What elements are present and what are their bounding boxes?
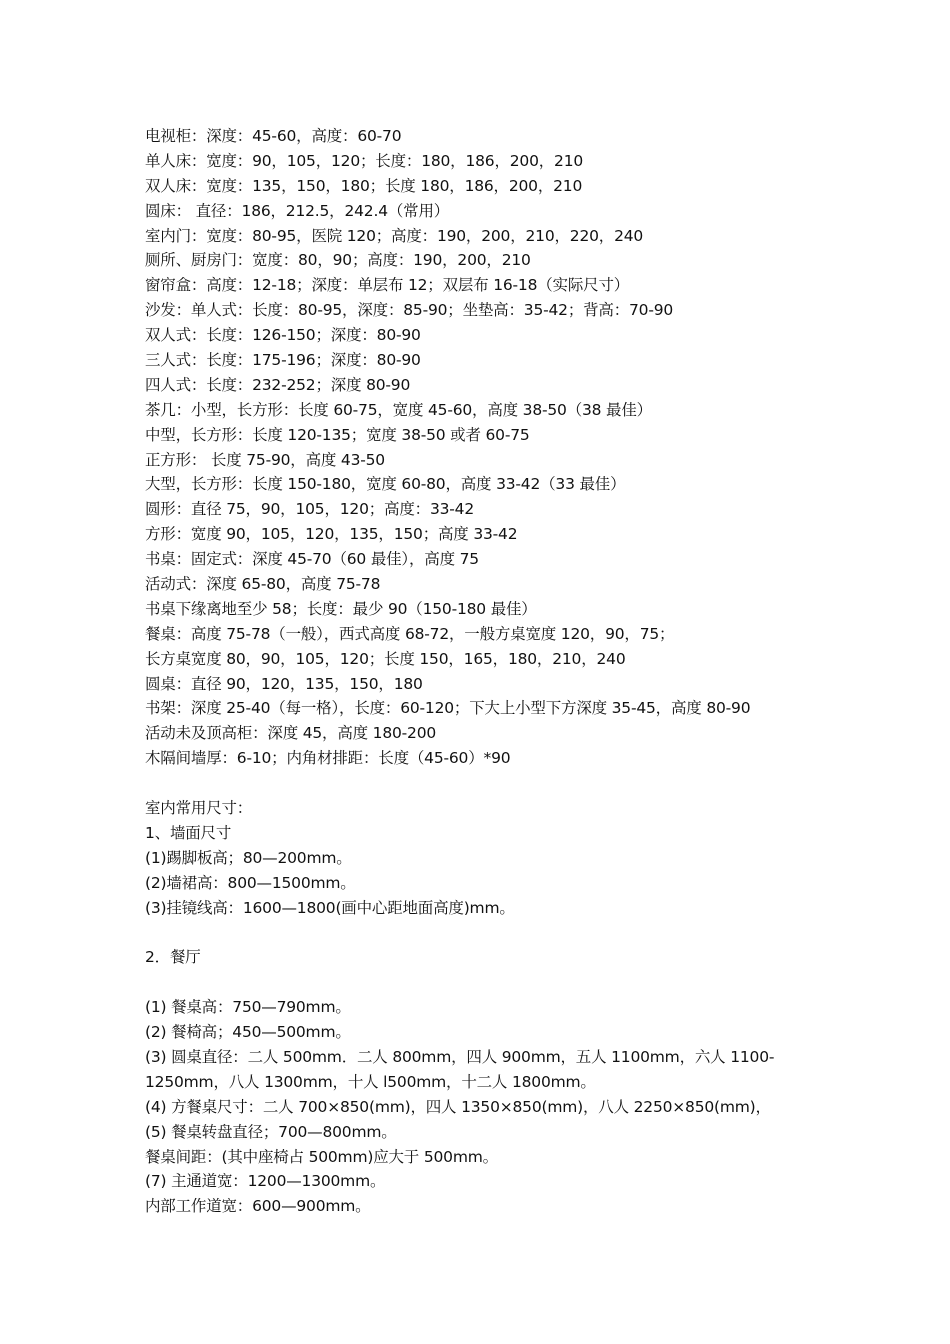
dining-item-main-aisle: (7) 主通道宽：1200—1300mm。 [145, 1172, 386, 1191]
spacer [145, 771, 815, 796]
wall-section [145, 821, 815, 921]
indoor-section-title: 室内常用尺寸： [145, 799, 253, 818]
dining-item-round-table-diameter: (3) 圆桌直径：二人 500mm．二人 800mm，四人 900mm，五人 1100mm，六人 1100- [145, 1047, 775, 1066]
furniture-line-tall-cabinet: 活动未及顶高柜：深度 45，高度 180-200 [145, 724, 437, 743]
furniture-line-toilet-kitchen-door: 厕所、厨房门：宽度：80，90；高度：190，200，210 [145, 251, 531, 270]
spacer [145, 921, 815, 946]
wall-item-wainscot: (2)墙裙高：800—1500mm。 [145, 873, 356, 892]
furniture-line-coffee-table-small: 茶几：小型，长方形：长度 60-75，宽度 45-60，高度 38-50（38 最佳） [145, 400, 652, 419]
furniture-dimensions-list [145, 124, 815, 771]
furniture-line-sofa-triple: 三人式：长度：175-196；深度：80-90 [145, 351, 421, 370]
wall-heading: 1、墙面尺寸 [145, 823, 232, 842]
furniture-line-round-table: 圆桌：直径 90，120，135，150，180 [145, 674, 423, 693]
furniture-line-single-bed: 单人床：宽度：90，105，120；长度：180，186，200，210 [145, 151, 584, 170]
dining-item-square-table-size: (4) 方餐桌尺寸：二人 700×850(mm)，四人 1350×850(mm)，八人 2250×850(mm)， [145, 1097, 771, 1116]
dining-item-table-height: (1) 餐桌高：750—790mm。 [145, 998, 351, 1017]
furniture-line-tv-cabinet: 电视柜：深度：45-60，高度：60-70 [145, 127, 402, 145]
furniture-line-double-bed: 双人床：宽度：135，150，180；长度 180，186，200，210 [145, 176, 583, 195]
dining-item-table-spacing: 餐桌间距：(其中座椅占 500mm)应大于 500mm。 [145, 1147, 498, 1166]
furniture-line-coffee-table-large: 大型，长方形：长度 150-180，宽度 60-80，高度 33-42（33 最佳） [145, 475, 626, 494]
dining-item-inner-aisle: 内部工作道宽：600—900mm。 [145, 1197, 371, 1216]
furniture-line-partition-wall: 木隔间墙厚：6-10；内角材排距：长度（45-60）*90 [145, 749, 511, 768]
dining-item-turntable-diameter: (5) 餐桌转盘直径；700—800mm。 [145, 1122, 397, 1141]
furniture-line-desk-fixed: 书桌：固定式：深度 45-70（60 最佳），高度 75 [145, 550, 479, 569]
furniture-line-coffee-table-square: 正方形： 长度 75-90，高度 43-50 [145, 450, 385, 469]
dining-item-round-table-diameter-cont: 1250mm，八人 1300mm，十人 l500mm，十二人 1800mm。 [145, 1072, 596, 1091]
furniture-line-coffee-table-medium: 中型，长方形：长度 120-135；宽度 38-50 或者 60-75 [145, 425, 530, 444]
furniture-line-desk-clearance: 书桌下缘离地至少 58；长度：最少 90（150-180 最佳） [145, 599, 537, 618]
wall-item-picture-rail: (3)挂镜线高：1600—1800(画中心距地面高度)mm。 [145, 898, 515, 917]
spacer [145, 970, 815, 995]
furniture-line-curtain-box: 窗帘盒：高度：12-18；深度：单层布 12；双层布 16-18（实际尺寸） [145, 276, 630, 295]
furniture-line-bookshelf: 书架：深度 25-40（每一格），长度：60-120；下大上小型下方深度 35-45，高度 80-90 [145, 699, 751, 718]
furniture-line-desk-movable: 活动式：深度 65-80，高度 75-78 [145, 575, 381, 594]
document-page [145, 124, 815, 1219]
furniture-line-round-bed: 圆床： 直径：186，212.5，242.4（常用） [145, 201, 450, 220]
furniture-line-coffee-table-round: 圆形：直径 75，90，105，120；高度：33-42 [145, 500, 474, 519]
dining-heading: 2．餐厅 [145, 948, 201, 967]
furniture-line-sofa-double: 双人式：长度：126-150；深度：80-90 [145, 326, 421, 345]
furniture-line-coffee-table-square-2: 方形：宽度 90，105，120，135，150；高度 33-42 [145, 525, 518, 544]
furniture-line-interior-door: 室内门：宽度：80-95，医院 120；高度：190，200，210，220，240 [145, 226, 644, 245]
dining-item-chair-height: (2) 餐椅高；450—500mm。 [145, 1023, 351, 1042]
furniture-line-sofa-single: 沙发：单人式：长度：80-95，深度：85-90；坐垫高：35-42；背高：70-90 [145, 301, 674, 320]
furniture-line-sofa-quad: 四人式：长度：232-252；深度 80-90 [145, 375, 411, 394]
furniture-line-rect-table: 长方桌宽度 80，90，105，120；长度 150，165，180，210，240 [145, 649, 626, 668]
furniture-line-dining-table: 餐桌：高度 75-78（一般），西式高度 68-72，一般方桌宽度 120，90，75； [145, 624, 675, 643]
dining-section [145, 945, 815, 1219]
wall-item-baseboard: (1)踢脚板高；80—200mm。 [145, 848, 352, 867]
